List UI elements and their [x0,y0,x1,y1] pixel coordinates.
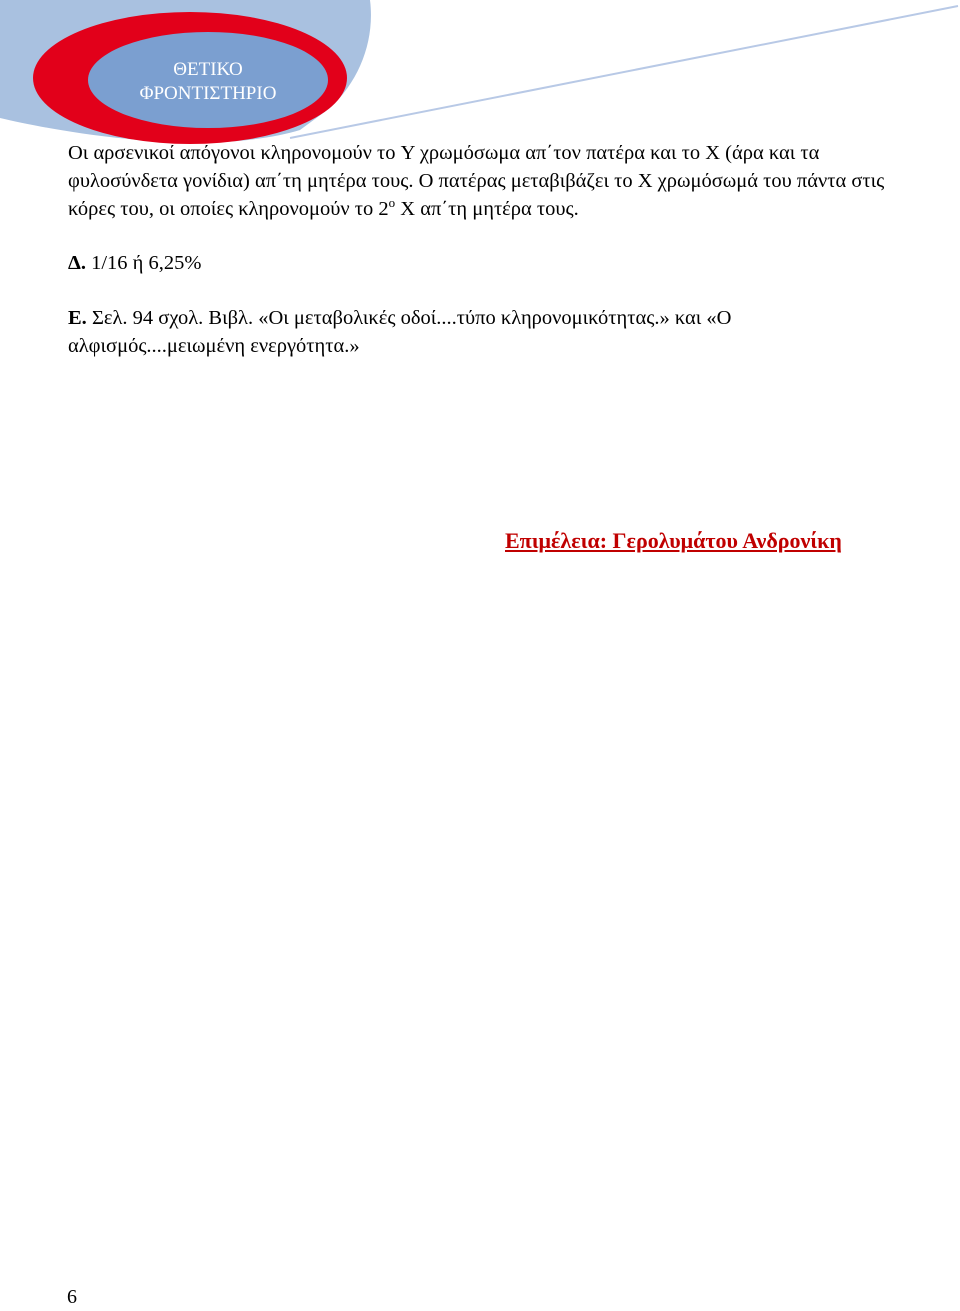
header-diagonal-line [290,6,958,138]
author-credit: Επιμέλεια: Γερολυμάτου Ανδρονίκη [505,528,842,553]
ordinal-superscript: ο [388,195,396,210]
logo-text [92,58,324,106]
answer-d [68,249,898,277]
answer-paragraph [68,139,898,223]
page-content [68,139,898,360]
logo-line-1: ΘΕΤΙΚΟ [173,59,243,80]
answer-d-text: 1/16 ή 6,25% [85,252,202,274]
answer-e-label: Ε. [68,307,87,329]
answer-e-text: Σελ. 94 σχολ. Βιβλ. «Οι μεταβολικές οδοί....τύπο κληρονομικότητας.» και «Ο αλφισμός....μειωμένη ενεργότητα.» [68,307,732,357]
answer-e [68,304,898,360]
answer-d-label: Δ. [68,252,86,274]
paragraph-text-b: Χ απ΄τη μητέρα τους. [395,198,579,220]
page-number: 6 [67,1286,77,1308]
logo-line-2: ΦΡΟΝΤΙΣΤΗΡΙΟ [139,83,277,104]
paragraph-text-a: Οι αρσενικοί απόγονοι κληρονομούν το Y χρωμόσωμα απ΄τον πατέρα και το Χ (άρα και τα φυλοσύνδετα γονίδια) απ΄τη μητέρα τους. Ο πατέρας μεταβιβάζει το Χ χρωμόσωμά του πάντα στις κόρες του, οι οποίες κληρονομούν το 2 [68,142,885,220]
